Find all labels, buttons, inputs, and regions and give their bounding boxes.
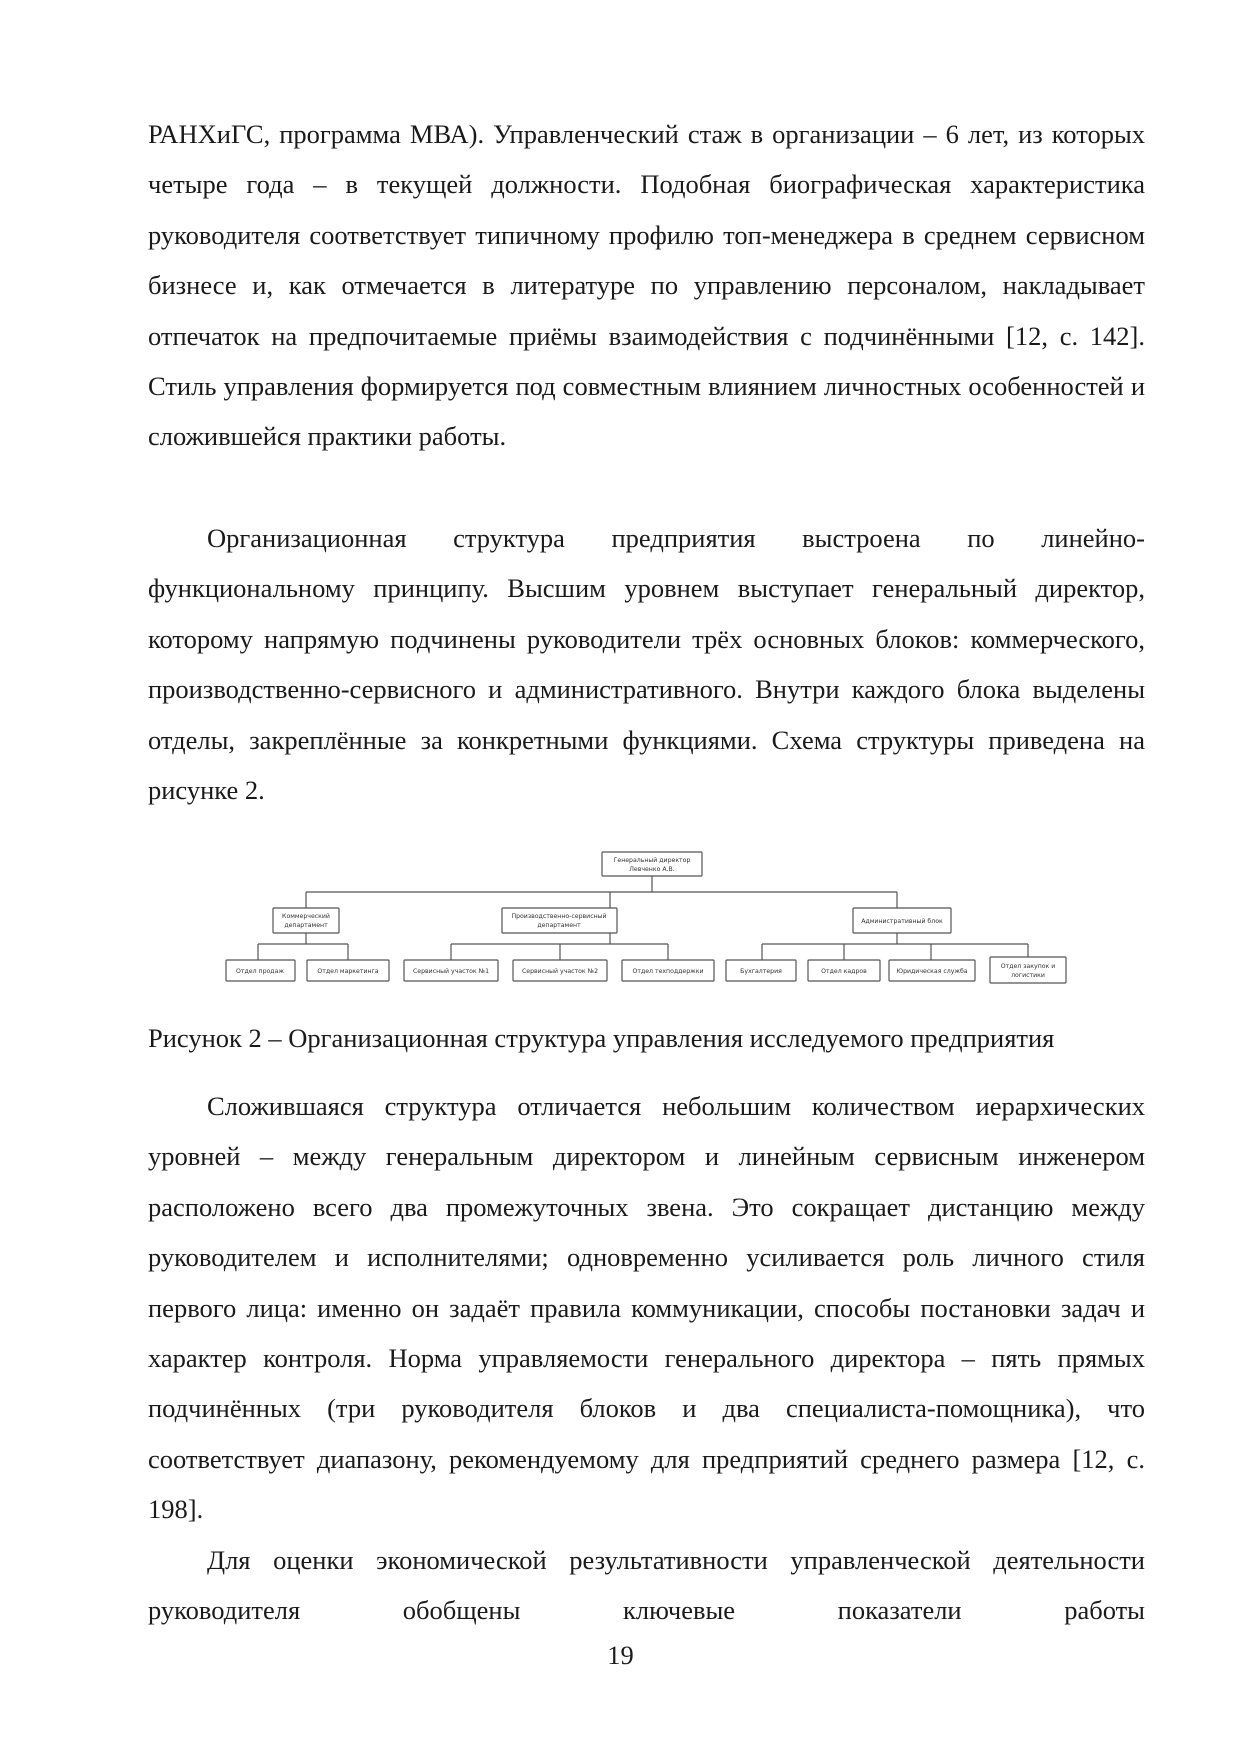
org-node-sales-department xyxy=(226,960,295,981)
org-node-label: Отдел кадров xyxy=(821,968,867,975)
page-number: 19 xyxy=(607,1640,634,1670)
org-node-hr-department xyxy=(808,960,880,981)
paragraph-structure-analysis: Сложившаяся структура отличается небольшим количеством иерархических уровней – между генеральным директором и линейным сервисным инженером расположено всего два промежуточных звена. Это сокращает дистанцию между руководителем и исполнителями; одновременно усиливается роль личного стиля первого лица: именно он задаёт правила коммуникации, способы постановки задач и характер контроля. Норма управляемости генерального директора – пять прямых подчинённых (три руководителя блоков и два специалиста-помощника), что соответствует диапазону, рекомендуемому для предприятий среднего размера [12, с. 198]. xyxy=(148,1091,1145,1525)
org-node-label: Отдел закупок и xyxy=(1000,963,1056,970)
org-node-general-director xyxy=(602,852,702,876)
org-node-label: Производственно-сервисный xyxy=(511,913,607,920)
org-node-label: департамент xyxy=(537,922,581,929)
org-node-accounting xyxy=(726,960,796,981)
org-node-production-service-department xyxy=(502,908,617,933)
org-node-label: Коммерческий xyxy=(282,913,330,920)
org-node-label: логистики xyxy=(1011,972,1045,979)
org-node-label: Сервисный участок №1 xyxy=(412,968,490,975)
org-node-administrative-block xyxy=(853,908,951,933)
org-node-label: Отдел продаж xyxy=(236,968,284,975)
org-node-tech-support xyxy=(622,960,714,981)
paragraph-continued: РАНХиГС, программа МВА). Управленческий стаж в организации – 6 лет, из которых четыре года – в текущей должности. Подобная биографическая характеристика руководителя соответствует типичному профилю топ-менеджера в среднем сервисном бизнесе и, как отмечается в литературе по управлению персоналом, накладывает отпечаток на предпочитаемые приёмы взаимодействия с подчинёнными [12, с. 142]. Стиль управления формируется под совместным влиянием личностных особенностей и сложившейся практики работы. xyxy=(148,119,1145,452)
org-node-label: Отдел техподдержки xyxy=(632,968,704,975)
org-node-label: Отдел маркетинга xyxy=(317,968,379,975)
org-node-label: Левченко А.В. xyxy=(629,866,675,873)
org-node-marketing-department xyxy=(307,960,389,981)
org-node-label: Сервисный участок №2 xyxy=(521,968,599,975)
org-chart-figure xyxy=(0,840,1241,1000)
org-node-label: Генеральный директор xyxy=(613,857,691,864)
org-node-legal-service xyxy=(889,960,975,981)
paragraph-economic-evaluation: Для оценки экономической результативности управленческой деятельности руководителя обобщены ключевые показатели работы xyxy=(148,1545,1145,1626)
org-node-label: Бухгалтерия xyxy=(740,968,782,975)
figure-caption: Рисунок 2 – Организационная структура управления исследуемого предприятия xyxy=(148,1023,1055,1053)
org-node-label: Юридическая служба xyxy=(896,968,968,975)
org-node-label: Административный блок xyxy=(861,918,943,925)
org-node-procurement-logistics xyxy=(990,957,1066,983)
org-node-commercial-department xyxy=(273,908,339,933)
org-node-service-site-2 xyxy=(513,960,607,981)
org-node-label: департамент xyxy=(284,922,328,929)
paragraph-org-structure: Организационная структура предприятия выстроена по линейно-функциональному принципу. Высшим уровнем выступает генеральный директор, которому напрямую подчинены руководители трёх основных блоков: коммерческого, производственно-сервисного и административного. Внутри каждого блока выделены отделы, закреплённые за конкретными функциями. Схема структуры приведена на рисунке 2. xyxy=(148,523,1145,806)
org-node-service-site-1 xyxy=(404,960,498,981)
